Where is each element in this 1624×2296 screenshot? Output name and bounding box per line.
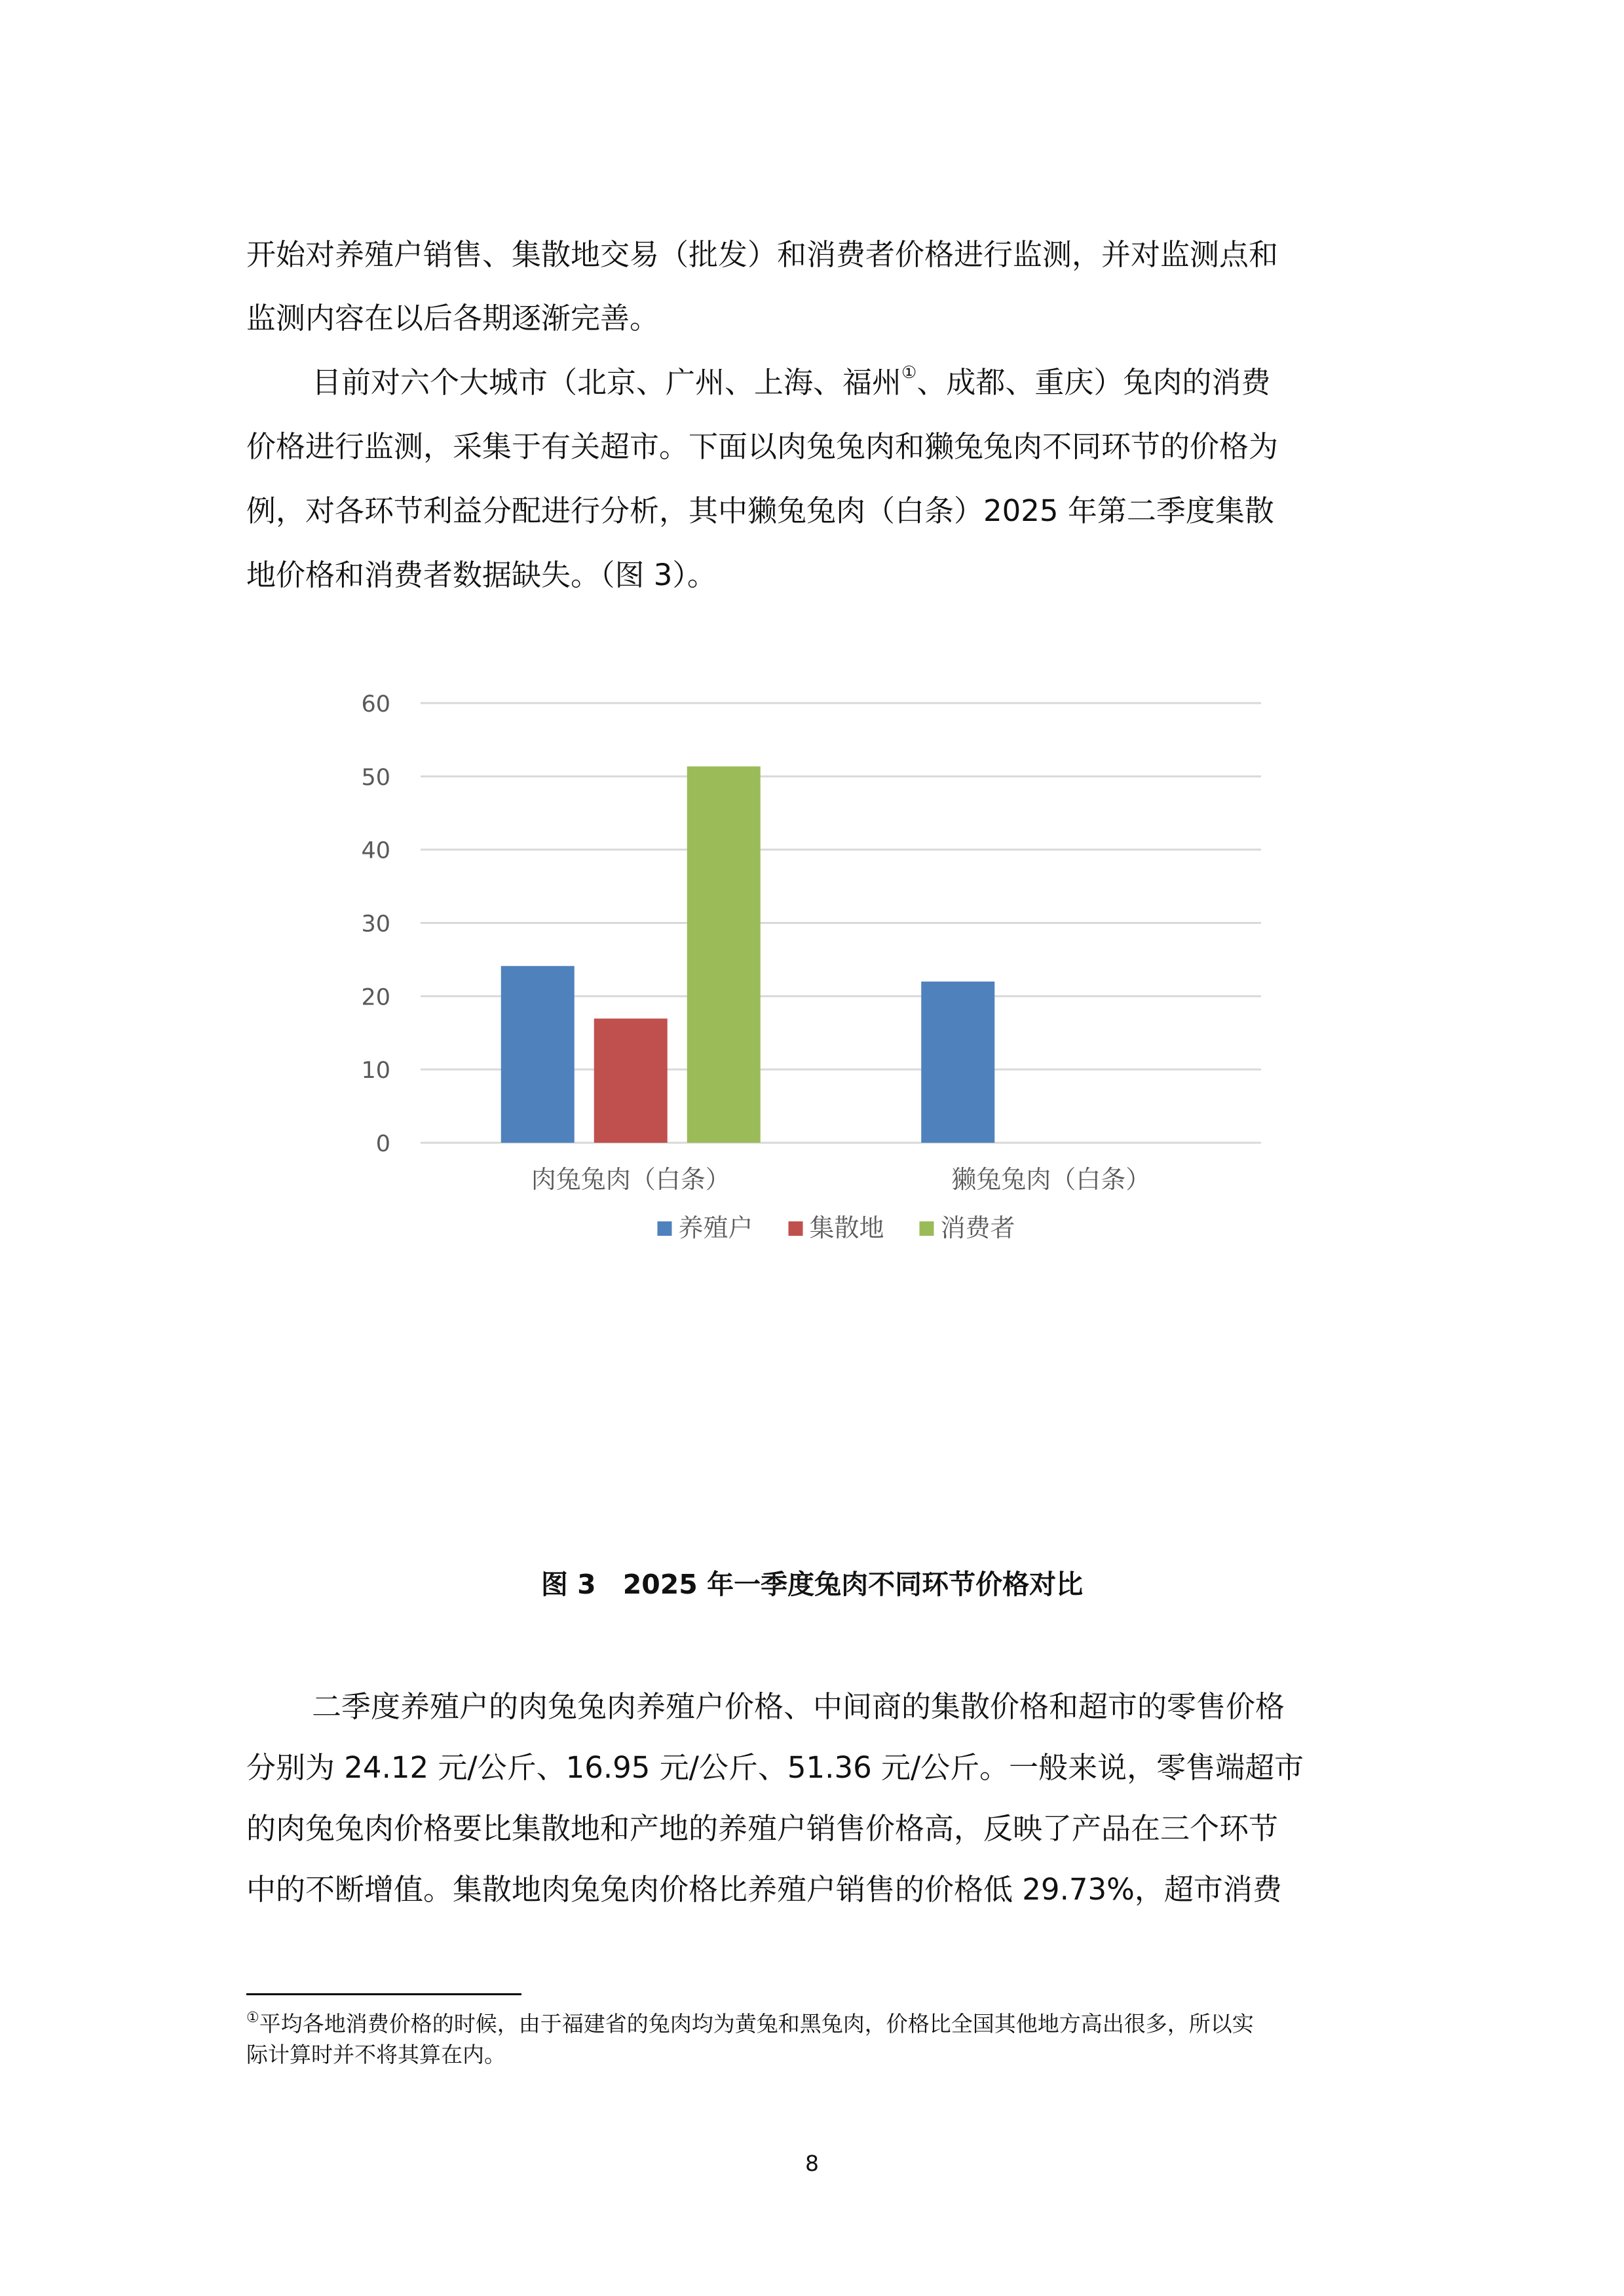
footnote-line-2: 际计算时并不将其算在内。: [246, 2042, 506, 2067]
x-axis-category-labels: [531, 1165, 1151, 1194]
paragraph3-line-3: 的肉兔兔肉价格要比集散地和产地的养殖户销售价格高，反映了产品在三个环节: [246, 1811, 1279, 1846]
paragraph2-line1-after: 、成都、重庆）兔肉的消费: [916, 365, 1271, 400]
legend-swatch-0: [658, 1221, 672, 1236]
bar-chart: [328, 675, 1297, 1252]
legend-label-0: 养殖户: [678, 1214, 753, 1242]
chart-legend: [658, 1214, 1015, 1242]
footnote-separator: [246, 1993, 521, 1995]
paragraph2-line-1: [312, 363, 1271, 400]
bar-0-2: [687, 767, 761, 1143]
legend-swatch-1: [789, 1221, 803, 1236]
footnote-ref[interactable]: ①: [901, 363, 917, 383]
bar-0-0: [501, 966, 575, 1143]
y-tick-label-4: 40: [361, 837, 390, 864]
figure-caption: 图 3 2025 年一季度兔肉不同环节价格对比: [540, 1569, 1084, 1600]
paragraph2-line-2: 价格进行监测，采集于有关超市。下面以肉兔兔肉和獭兔兔肉不同环节的价格为: [246, 429, 1279, 464]
x-category-label-0: 肉兔兔肉（白条）: [531, 1165, 730, 1194]
bar-1-0: [921, 982, 994, 1143]
y-tick-label-2: 20: [361, 984, 390, 1011]
paragraph2-line1-before: 目前对六个大城市（北京、广州、上海、福州: [312, 365, 902, 400]
legend-label-2: 消费者: [940, 1214, 1015, 1242]
footnote-line-1: [246, 2007, 1254, 2038]
y-tick-label-6: 60: [361, 691, 390, 718]
chart-bars: [501, 767, 995, 1143]
paragraph3-line-4: 中的不断增值。集散地肉兔兔肉价格比养殖户销售的价格低 29.73%，超市消费: [246, 1872, 1282, 1907]
paragraph1-line-1: 开始对养殖户销售、集散地交易（批发）和消费者价格进行监测，并对监测点和: [246, 237, 1279, 272]
footnote-mark: ①: [246, 2010, 259, 2026]
paragraph1-line-2: 监测内容在以后各期逐渐完善。: [246, 301, 660, 335]
paragraph2-line-3: 例，对各环节利益分配进行分析，其中獭兔兔肉（白条）2025 年第二季度集散: [246, 493, 1274, 528]
paragraph3-line-2: 分别为 24.12 元/公斤、16.95 元/公斤、51.36 元/公斤。一般来说，零售端超市: [246, 1750, 1304, 1785]
bar-0-1: [594, 1018, 668, 1143]
y-axis-tick-labels: [361, 691, 390, 1157]
y-tick-label-3: 30: [361, 911, 390, 938]
footnote-text-1: 平均各地消费价格的时候，由于福建省的兔肉均为黄兔和黑兔肉，价格比全国其他地方高出很多，所以实: [259, 2011, 1254, 2037]
legend-label-1: 集散地: [809, 1214, 884, 1242]
paragraph2-line-4: 地价格和消费者数据缺失。（图 3）。: [246, 558, 717, 592]
x-category-label-1: 獭兔兔肉（白条）: [951, 1165, 1151, 1194]
y-tick-label-0: 0: [375, 1131, 390, 1157]
paragraph3-line-1: 二季度养殖户的肉兔兔肉养殖户价格、中间商的集散价格和超市的零售价格: [312, 1689, 1285, 1724]
y-tick-label-1: 10: [361, 1058, 390, 1084]
page-number: 8: [805, 2151, 819, 2176]
y-tick-label-5: 50: [361, 764, 390, 791]
legend-swatch-2: [920, 1221, 934, 1236]
